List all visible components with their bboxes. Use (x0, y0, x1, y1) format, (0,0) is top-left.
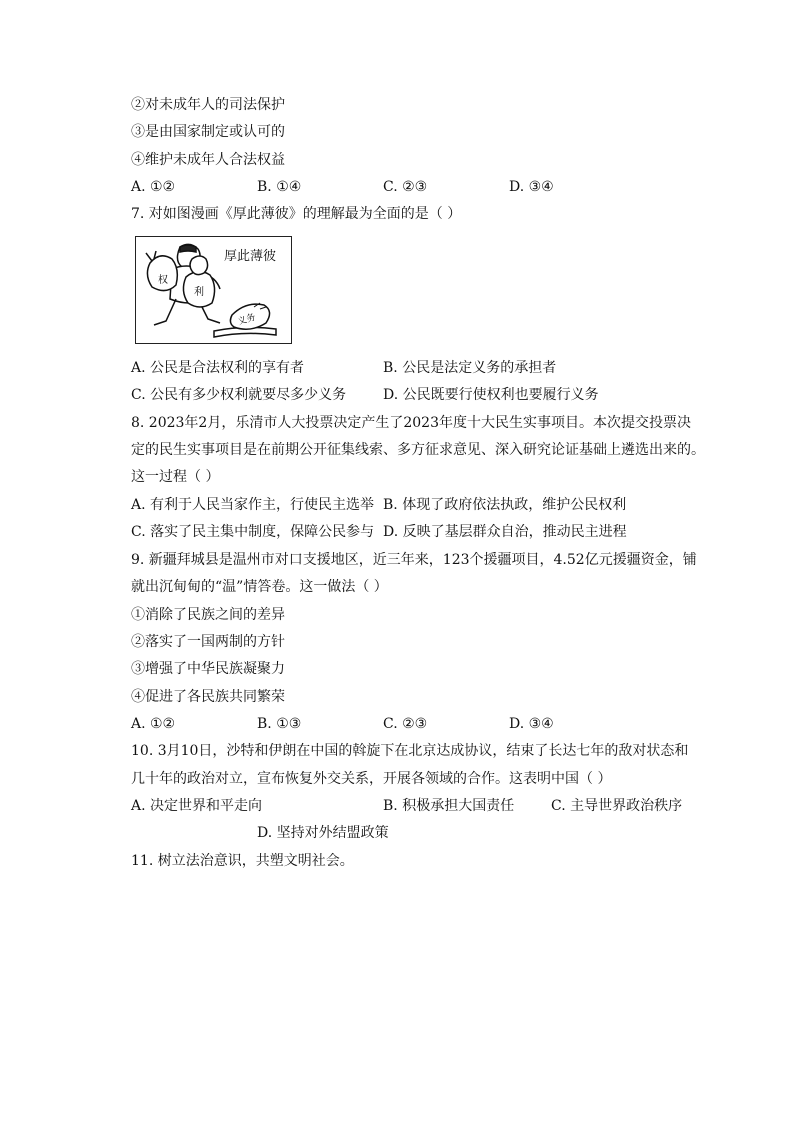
q7-option-b: B. 公民是法定义务的承担者 (383, 360, 557, 376)
q7-stem: 7. 对如图漫画《厚此薄彼》的理解最为全面的是（ ） (131, 206, 462, 222)
q10-option-c: C. 主导世界政治秩序 (551, 798, 683, 814)
q7-option-a: A. 公民是合法权利的享有者 (131, 360, 305, 376)
q9-stem-line-1: 9. 新疆拜城县是温州市对口支援地区，近三年来，123个援疆项目，4.52亿元援疆资金，铺 (131, 552, 697, 568)
q9-option-c: C. ②③ (383, 716, 428, 732)
cartoon-label-quan: 权 (158, 275, 168, 286)
q8-option-a: A. 有利于人民当家作主，行使民主选举 (131, 497, 375, 513)
q10-option-a: A. 决定世界和平走向 (131, 798, 263, 814)
q9-option-d: D. ③④ (509, 716, 554, 732)
q9-statement-2: ②落实了一国两制的方针 (131, 634, 285, 650)
q11-stem: 11. 树立法治意识，共塑文明社会。 (131, 853, 354, 869)
q6-option-c: C. ②③ (383, 179, 428, 195)
cartoon-image (135, 236, 292, 344)
q9-statement-1: ①消除了民族之间的差异 (131, 607, 285, 623)
q9-statement-3: ③增强了中华民族凝聚力 (131, 661, 285, 677)
q8-options-row-1 (131, 495, 651, 515)
q6-statement-2: ②对未成年人的司法保护 (131, 97, 285, 113)
q10-options-row-2 (131, 823, 651, 843)
q7-options-row-1 (131, 358, 651, 378)
q8-option-c: C. 落实了民主集中制度，保障公民参与 (131, 524, 375, 540)
q8-stem-line-3: 这一过程（ ） (131, 469, 220, 485)
q6-option-b: B. ①④ (257, 179, 302, 195)
cartoon-title: 厚此薄彼 (224, 249, 277, 264)
q9-options (131, 714, 651, 734)
q6-statement-4: ④维护未成年人合法权益 (131, 152, 285, 168)
q6-option-d: D. ③④ (509, 179, 554, 195)
q8-stem-line-1: 8. 2023年2月，乐清市人大投票决定产生了2023年度十大民生实事项目。本次提交投票决 (131, 415, 691, 431)
q9-option-a: A. ①② (131, 716, 176, 732)
cartoon-label-yiwu: 义务 (236, 312, 257, 328)
q7-option-c: C. 公民有多少权利就要尽多少义务 (131, 387, 347, 403)
q10-option-b: B. 积极承担大国责任 (383, 798, 515, 814)
q10-stem-line-1: 10. 3月10日，沙特和伊朗在中国的斡旋下在北京达成协议，结束了长达七年的敌对状态和 (131, 743, 689, 759)
q8-option-b: B. 体现了政府依法执政，维护公民权利 (383, 497, 627, 513)
q8-options-row-2 (131, 522, 651, 542)
q10-option-d: D. 坚持对外结盟政策 (257, 825, 389, 841)
q10-options-row-1 (131, 796, 691, 816)
q6-option-a: A. ①② (131, 179, 176, 195)
q6-options (131, 177, 651, 197)
q6-statement-3: ③是由国家制定或认可的 (131, 124, 285, 140)
q9-statement-4: ④促进了各民族共同繁荣 (131, 689, 285, 705)
cartoon-label-li: 利 (194, 287, 204, 298)
q8-stem-line-2: 定的民生实事项目是在前期公开征集线索、多方征求意见、深入研究论证基础上遴选出来的。 (131, 442, 705, 458)
q7-option-d: D. 公民既要行使权利也要履行义务 (383, 387, 599, 403)
q7-options-row-2 (131, 385, 651, 405)
q9-option-b: B. ①③ (257, 716, 302, 732)
q10-stem-line-2: 几十年的政治对立，宣布恢复外交关系，开展各领域的合作。这表明中国（ ） (131, 771, 612, 787)
q9-stem-line-2: 就出沉甸甸的“温”情答卷。这一做法（ ） (131, 579, 388, 595)
q8-option-d: D. 反映了基层群众自治，推动民主进程 (383, 524, 627, 540)
